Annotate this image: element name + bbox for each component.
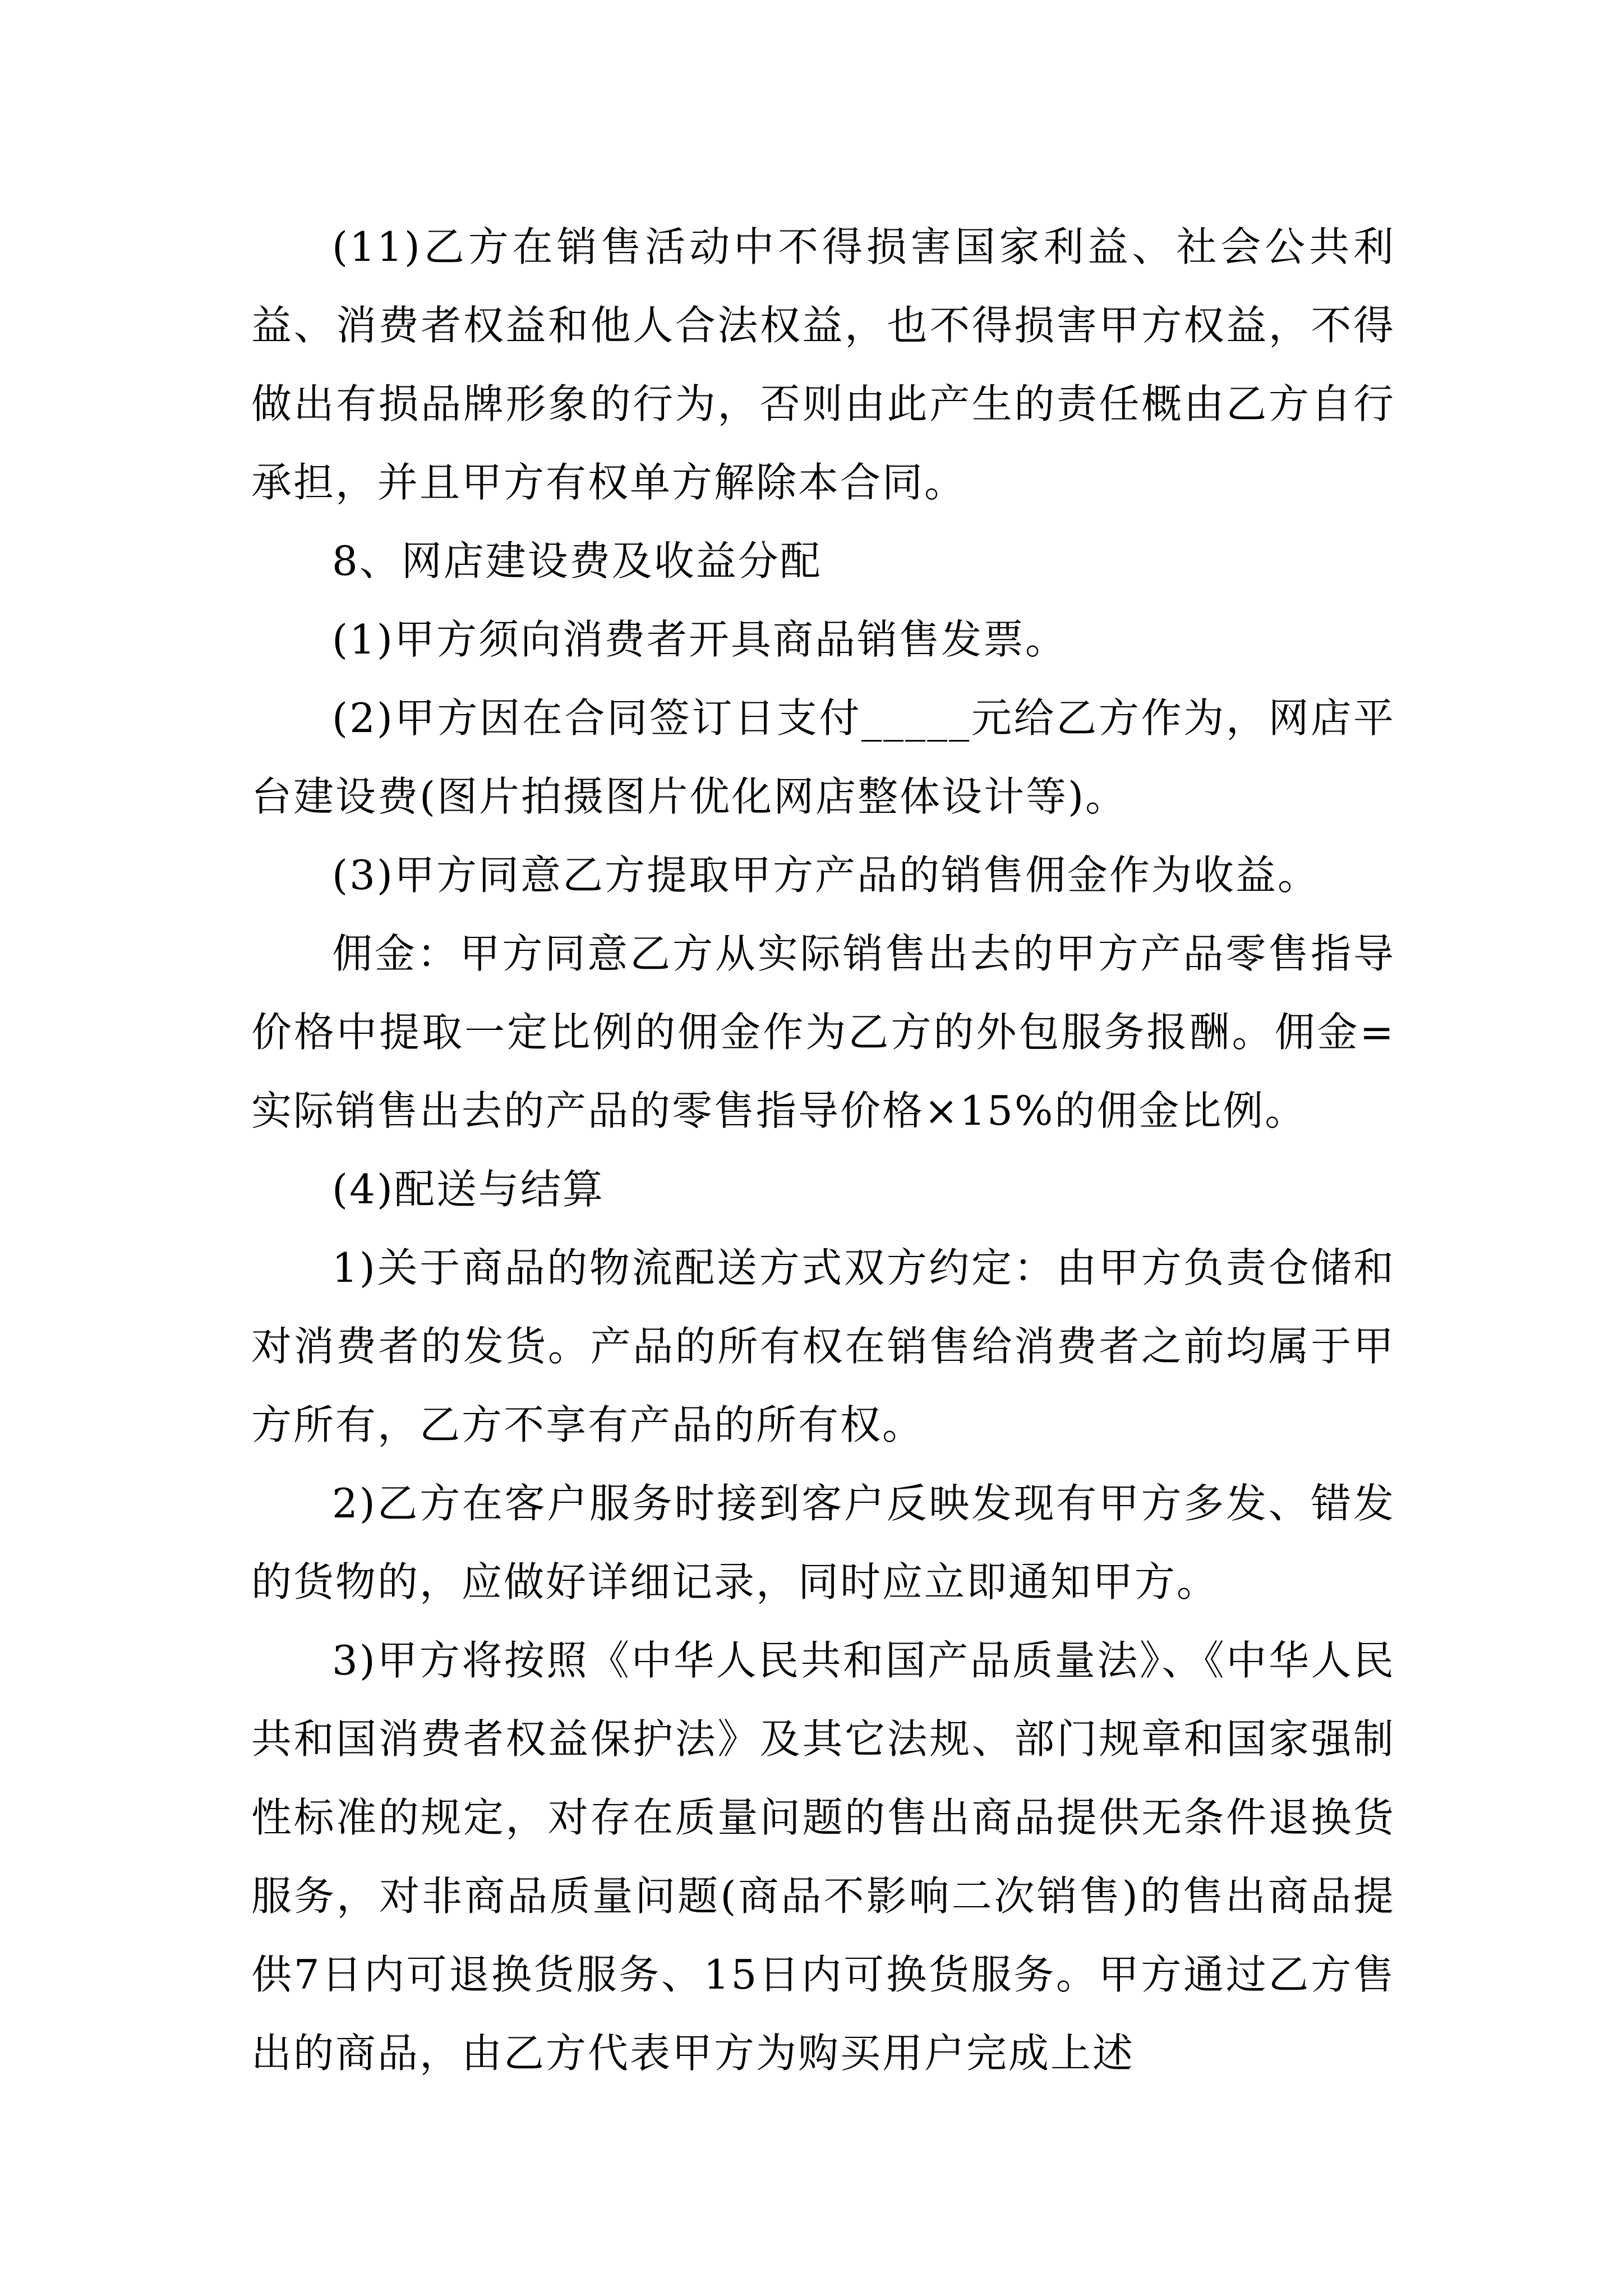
paragraph-subitem-3: 3)甲方将按照《中华人民共和国产品质量法》、《中华人民共和国消费者权益保护法》及其它法规、部门规章和国家强制性标准的规定，对存在质量问题的售出商品提供无条件退换货服务，对非商品质量问题(商品不影响二次销售)的售出商品提供7日内可退换货服务、15日内可换货服务。甲方通过乙方售出的商品，由乙方代表甲方为购买用户完成上述 — [251, 1637, 1395, 2077]
paragraph-item-4: (4)配送与结算 — [332, 1166, 605, 1213]
document-body — [251, 208, 1395, 2092]
paragraph-item-3: (3)甲方同意乙方提取甲方产品的销售佣金作为收益。 — [332, 852, 1320, 899]
paragraph-clause-11: (11)乙方在销售活动中不得损害国家利益、社会公共利益、消费者权益和他人合法权益，也不得损害甲方权益，不得做出有损品牌形象的行为，否则由此产生的责任概由乙方自行承担，并且甲方有权单方解除本合同。 — [251, 223, 1395, 506]
paragraph-commission: 佣金：甲方同意乙方从实际销售出去的甲方产品零售指导价格中提取一定比例的佣金作为乙方的外包服务报酬。佣金=实际销售出去的产品的零售指导价格×15%的佣金比例。 — [251, 930, 1395, 1134]
paragraph-subitem-1: 1)关于商品的物流配送方式双方约定：由甲方负责仓储和对消费者的发货。产品的所有权在销售给消费者之前均属于甲方所有，乙方不享有产品的所有权。 — [251, 1244, 1395, 1448]
paragraph-item-1: (1)甲方须向消费者开具商品销售发票。 — [332, 616, 1067, 663]
section-heading-8: 8、网店建设费及收益分配 — [332, 537, 822, 585]
paragraph-item-2: (2)甲方因在合同签订日支付_____元给乙方作为，网店平台建设费(图片拍摄图片优化网店整体设计等)。 — [251, 694, 1395, 820]
paragraph-subitem-2: 2)乙方在客户服务时接到客户反映发现有甲方多发、错发的货物的，应做好详细记录，同时应立即通知甲方。 — [251, 1480, 1395, 1605]
